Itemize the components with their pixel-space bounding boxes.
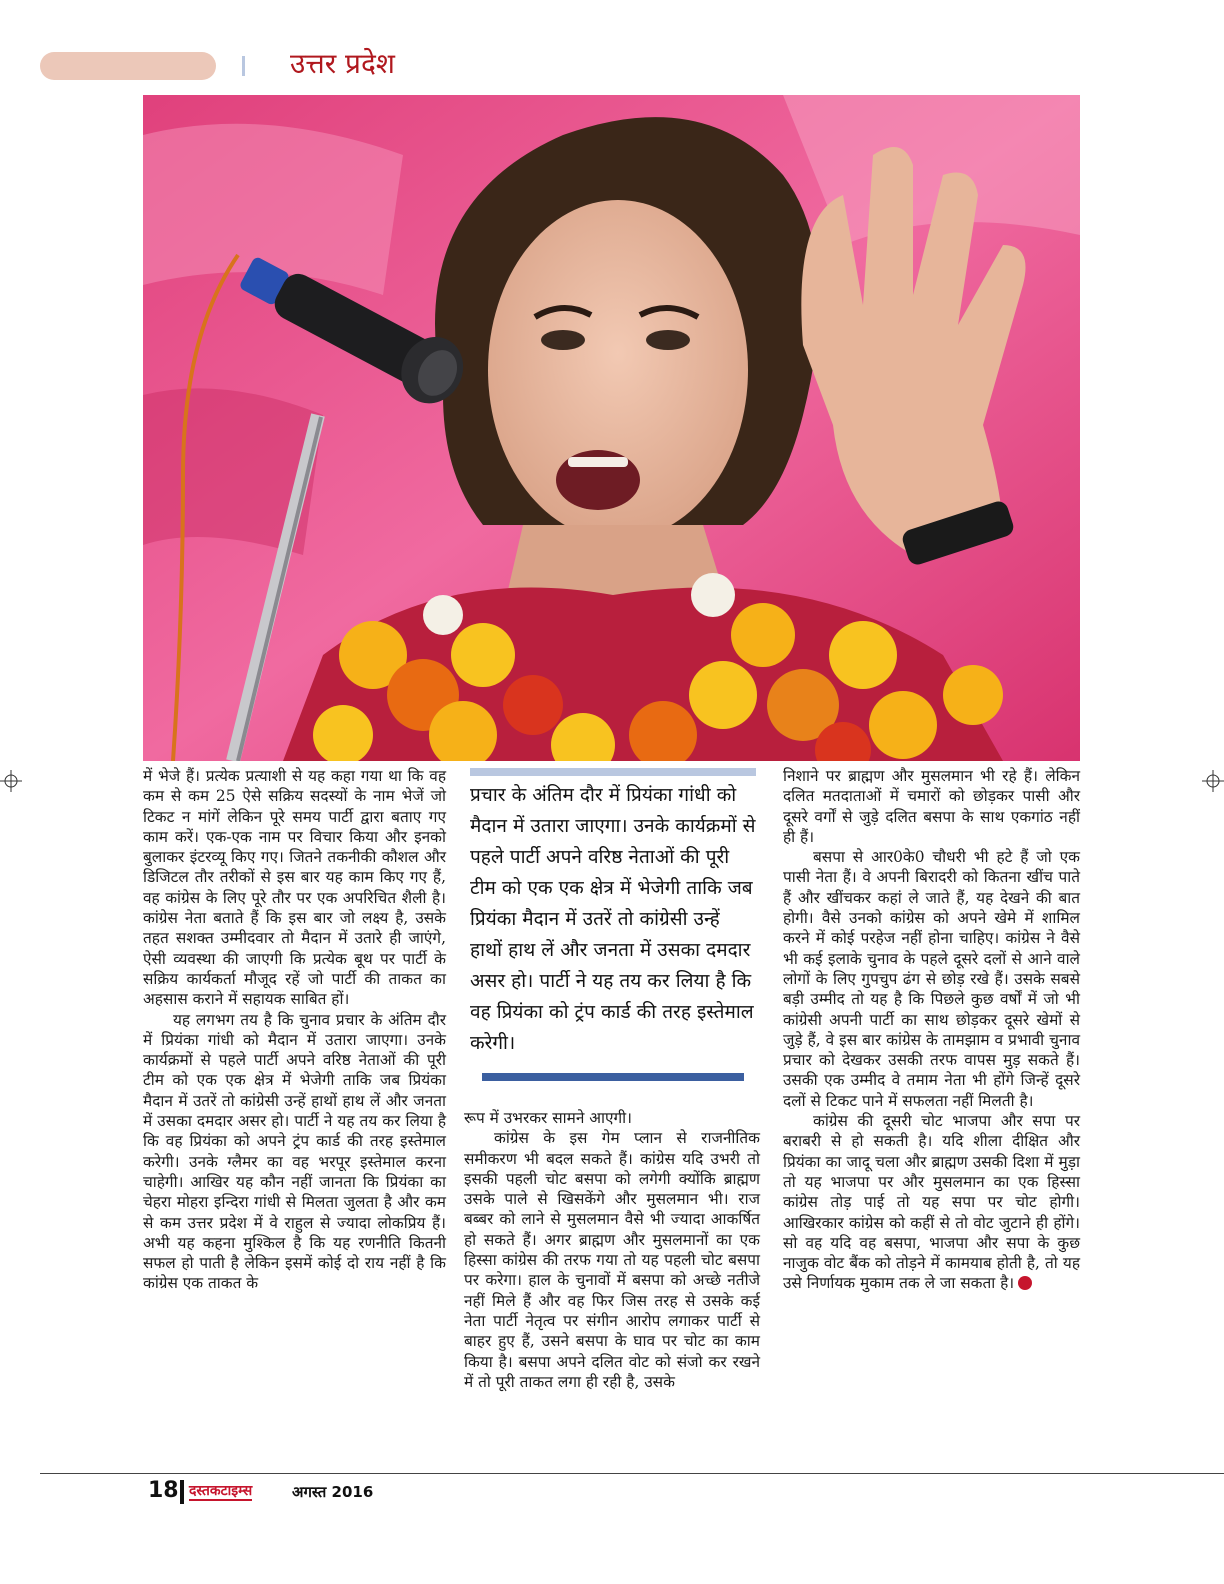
paragraph: कांग्रेस के इस गेम प्लान से राजनीतिक समीकरण भी बदल सकते हैं। कांग्रेस यदि उभरी तो इसकी पहली चोट बसपा को लगेगी क्योंकि ब्राह्मण उसके पाले से खिसकेंगे और मुसलमान भी। राज बब्बर को लाने से मुसलमान वैसे भी ज्यादा आकर्षित हो सकते हैं। अगर ब्राह्मण और मुसलमानों का एक हिस्सा कांग्रेस की तरफ गया तो यह पहली चोट बसपा पर करेगा। हाल के चुनावों में बसपा को अच्छे नतीजे नहीं मिले हैं और वह फिर जिस तरह से उसके कई नेता पार्टी नेतृत्व पर संगीन आरोप लगाकर पार्टी से बाहर हुए हैं, उसने बसपा के घाव पर चोट का काम किया है। बसपा अपने दलित वोट को संजो कर रखने में तो पूरी ताकत लगा ही रही है, उसके [464,1129,760,1391]
article-column-1 [143,766,446,1294]
paragraph: बसपा से आर0के0 चौधरी भी हटे हैं जो एक पासी नेता हैं। वे अपनी बिरादरी को कितना खींच पाते हैं और खींचकर कहां ले जाते हैं, यह देखने की बात होगी। वैसे उनको कांग्रेस को अपने खेमे में शामिल करने में कोई परहेज नहीं होना चाहिए। कांग्रेस ने वैसे भी कई इलाके चुनाव के पहले दूसरे दलों से आने वाले लोगों के लिए गुपचुप ढंग से छोड़ रखे हैं। उसके सबसे बड़ी उम्मीद तो यह है कि पिछले कुछ वर्षों में जो भी कांग्रेसी अपनी पार्टी का साथ छोड़कर दूसरे खेमों से जुड़े हैं, वे इस बार कांग्रेस के तामझाम व प्रभावी चुनाव प्रचार को देखकर उसकी तरफ वापस मुड़ सकते हैं। उसकी एक उम्मीद वे तमाम नेता भी होंगे जिन्हें दूसरे दलों से टिकट पाने में सफलता नहीं मिलती है। [783,848,1080,1110]
paragraph: यह लगभग तय है कि चुनाव प्रचार के अंतिम दौर में प्रियंका गांधी को मैदान में उतारा जाएगा। उनके कार्यक्रमों से पहले पार्टी अपने वरिष्ठ नेताओं की पूरी टीम को एक एक क्षेत्र में भेजेगी ताकि जब प्रियंका मैदान में उतरें तो कांग्रेसी उन्हें हाथों हाथ लें और जनता में उसका दमदार असर हो। पार्टी ने यह तय कर लिया है कि वह प्रियंका को अपने ट्रंप कार्ड की तरह इस्तेमाल करेगी। उनके ग्लैमर का वह भरपूर इस्तेमाल करना चाहेगी। आखिर यह कौन नहीं जानता कि प्रियंका का चेहरा मोहरा इन्दिरा गांधी से मिलता जुलता है और कम से कम उत्तर प्रदेश में वे राहुल से ज्यादा लोकप्रिय हैं। अभी यह कहना मुश्किल है कि यह रणनीति कितनी सफल हो पाती है लेकिन इसमें कोई दो राय नहीं है कि कांग्रेस एक ताकत के [143,1010,446,1293]
pull-quote [470,768,756,1084]
paragraph: निशाने पर ब्राह्मण और मुसलमान भी रहे हैं। लेकिन दलित मतदाताओं में चमारों को छोड़कर पासी और दूसरे वर्गों से जुड़े दलित बसपा के साथ एकगांठ नहीं ही हैं। [783,767,1080,846]
magazine-logo: दस्तकटाइम्स [189,1483,253,1499]
pull-quote-top-rule [470,768,756,776]
pull-quote-text: प्रचार के अंतिम दौर में प्रियंका गांधी को मैदान में उतारा जाएगा। उनके कार्यक्रमों से पहले पार्टी अपने वरिष्ठ नेताओं की पूरी टीम को एक एक क्षेत्र में भेजेगी ताकि जब प्रियंका मैदान में उतरें तो कांग्रेसी उन्हें हाथों हाथ लें और जनता में उसका दमदार असर हो। पार्टी ने यह तय कर लिया है कि वह प्रियंका को ट्रंप कार्ड की तरह इस्तेमाल करेगी। [470,784,756,1054]
paragraph-final [783,1111,1080,1294]
article-column-2 [464,1108,760,1392]
section-title: उत्तर प्रदेश [290,47,395,80]
header-separator [242,56,245,76]
paragraph: कांग्रेस की दूसरी चोट भाजपा और सपा पर बराबरी से हो सकती है। यदि शीला दीक्षित और प्रियंका का जादू चला और ब्राह्मण उसकी दिशा में मुड़ा तो यह भाजपा पर और मुसलमान का एक हिस्सा कांग्रेस तोड़ पाई तो यह सपा पर चोट होगी। आखिरकार कांग्रेस को कहीं से तो वोट जुटाने ही होंगे। सो वह यदि वह बसपा, भाजपा और सपा के कुछ नाजुक वोट बैंक को तोड़ने में कामयाब होती है, तो यह उसे निर्णायक मुकाम तक ले जा सकता है। [783,1112,1080,1293]
article-photo [143,95,1080,761]
pull-quote-bottom-rule [482,1073,744,1081]
footer-separator [180,1480,184,1504]
registration-mark-icon [0,770,22,792]
speaker-at-microphone-photo [143,95,1080,761]
section-tab-decoration [40,52,216,80]
footer-rule [40,1473,1224,1474]
paragraph: में भेजे हैं। प्रत्येक प्रत्याशी से यह कहा गया था कि वह कम से कम 25 ऐसे सक्रिय सदस्यों के नाम भेजें जो टिकट न मांगें लेकिन पूरे समय पार्टी द्वारा बताए गए काम करें। एक-एक नाम पर विचार किया और इनको बुलाकर इंटरव्यू किए गए। जितने तकनीकी कौशल और डिजिटल तौर तरीकों से इस बार यह काम किए गए हैं, वह कांग्रेस के लिए पूरे तौर पर एक अपरिचित शैली है। कांग्रेस नेता बताते हैं कि इस बार जो लक्ष्य है, उसके तहत सशक्त उम्मीदवार तो मैदान में उतारे ही जाएंगे, ऐसी व्यवस्था की जाएगी कि प्रत्येक बूथ पर पार्टी के सक्रिय कार्यकर्ता मौजूद रहें जो पार्टी की ताकत का अहसास कराने में सहायक साबित हों। [143,767,446,1009]
page-number: 18 [148,1478,179,1503]
end-mark-icon [1018,1276,1032,1290]
article-column-3 [783,766,1080,1294]
paragraph: रूप में उभरकर सामने आएगी। [464,1109,632,1127]
registration-mark-icon [1202,770,1224,792]
issue-date: अगस्त 2016 [292,1483,374,1501]
